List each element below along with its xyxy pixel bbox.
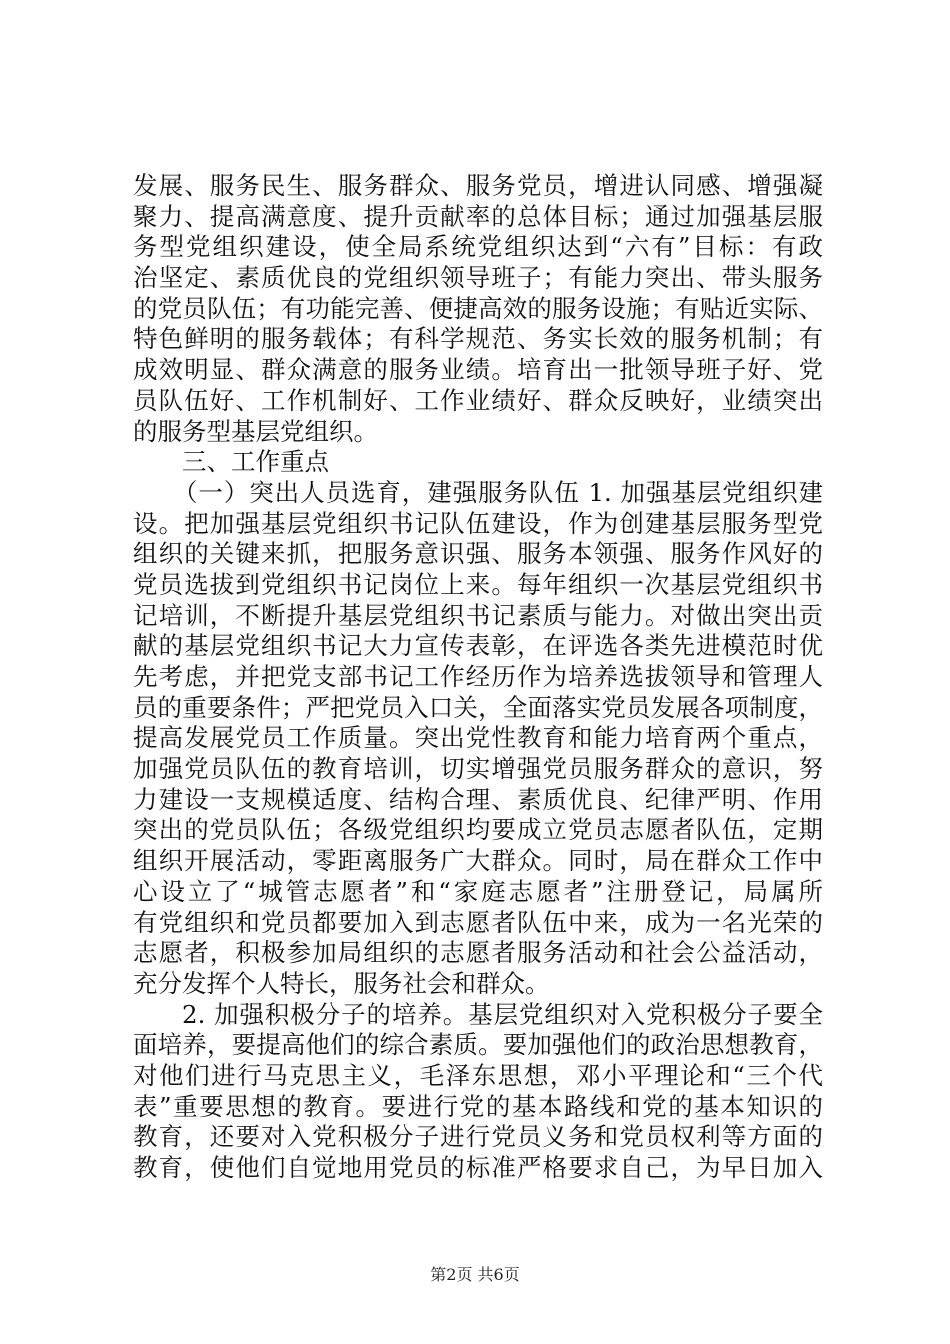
- text-line: 教育，使他们自觉地用党员的标准严格要求自己，为早日加入: [133, 1153, 823, 1182]
- page-footer: [0, 1262, 950, 1285]
- subsection-heading: （一）突出人员选育，建强服务队伍 1. 加强基层党组织建: [173, 477, 823, 507]
- text-line: 党员选拔到党组织书记岗位上来。每年组织一次基层党组织书: [133, 569, 823, 599]
- text-line: 的服务型基层党组织。: [133, 416, 378, 446]
- text-line: 献的基层党组织书记大力宣传表彰，在评选各类先进模范时优: [133, 631, 823, 661]
- text-line: 有党组织和党员都要加入到志愿者队伍中来，成为一名光荣的: [133, 907, 823, 937]
- text-line: 记培训，不断提升基层党组织书记素质与能力。对做出突出贡: [133, 600, 823, 630]
- text-line: 的党员队伍；有功能完善、便捷高效的服务设施；有贴近实际、: [133, 293, 823, 323]
- text-line: 力建设一支规模适度、结构合理、素质优良、纪律严明、作用: [133, 784, 823, 814]
- text-line: 加强党员队伍的教育培训，切实增强党员服务群众的意识，努: [133, 754, 823, 784]
- text-line: 员的重要条件；严把党员入口关，全面落实党员发展各项制度，: [133, 692, 823, 722]
- text-line: 教育，还要对入党积极分子进行党员义务和党员权利等方面的: [133, 1122, 823, 1152]
- text-line: 员队伍好、工作机制好、工作业绩好、群众反映好，业绩突出: [133, 385, 823, 415]
- text-line: 表”重要思想的教育。要进行党的基本路线和党的基本知识的: [133, 1091, 823, 1121]
- text-line: 充分发挥个人特长，服务社会和群众。: [133, 968, 550, 998]
- text-line: 治坚定、素质优良的党组织领导班子；有能力突出、带头服务: [133, 263, 823, 293]
- text-line: 组织的关键来抓，把服务意识强、服务本领强、服务作风好的: [133, 539, 823, 569]
- text-line: 志愿者，积极参加局组织的志愿者服务活动和社会公益活动，: [133, 938, 823, 968]
- text-line: 组织开展活动，零距离服务广大群众。同时，局在群众工作中: [133, 846, 823, 876]
- text-line: 设。把加强基层党组织书记队伍建设，作为创建基层服务型党: [133, 508, 823, 538]
- text-line: 特色鲜明的服务载体；有科学规范、务实长效的服务机制；有: [133, 324, 823, 354]
- body-text: [133, 171, 823, 1184]
- text-line: 对他们进行马克思主义，毛泽东思想，邓小平理论和“三个代: [133, 1060, 823, 1090]
- text-line: 突出的党员队伍；各级党组织均要成立党员志愿者队伍，定期: [133, 815, 823, 845]
- text-line: 提高发展党员工作质量。突出党性教育和能力培育两个重点，: [133, 723, 823, 753]
- text-line: 务型党组织建设，使全局系统党组织达到“六有”目标：有政: [133, 232, 823, 262]
- text-line: 发展、服务民生、服务群众、服务党员，增进认同感、增强凝: [133, 171, 823, 200]
- text-line: 先考虑，并把党支部书记工作经历作为培养选拔领导和管理人: [133, 662, 823, 691]
- text-line: 心设立了“城管志愿者”和“家庭志愿者”注册登记，局属所: [133, 876, 823, 906]
- text-line: 面培养，要提高他们的综合素质。要加强他们的政治思想教育，: [133, 1030, 823, 1060]
- text-line: 聚力、提高满意度、提升贡献率的总体目标；通过加强基层服: [133, 201, 823, 231]
- paragraph-start: 2. 加强积极分子的培养。基层党组织对入党积极分子要全: [182, 999, 823, 1029]
- text-line: 成效明显、群众满意的服务业绩。培育出一批领导班子好、党: [133, 355, 823, 385]
- section-heading: 三、工作重点: [182, 447, 329, 477]
- page-number: 第2页 共6页: [430, 1265, 520, 1284]
